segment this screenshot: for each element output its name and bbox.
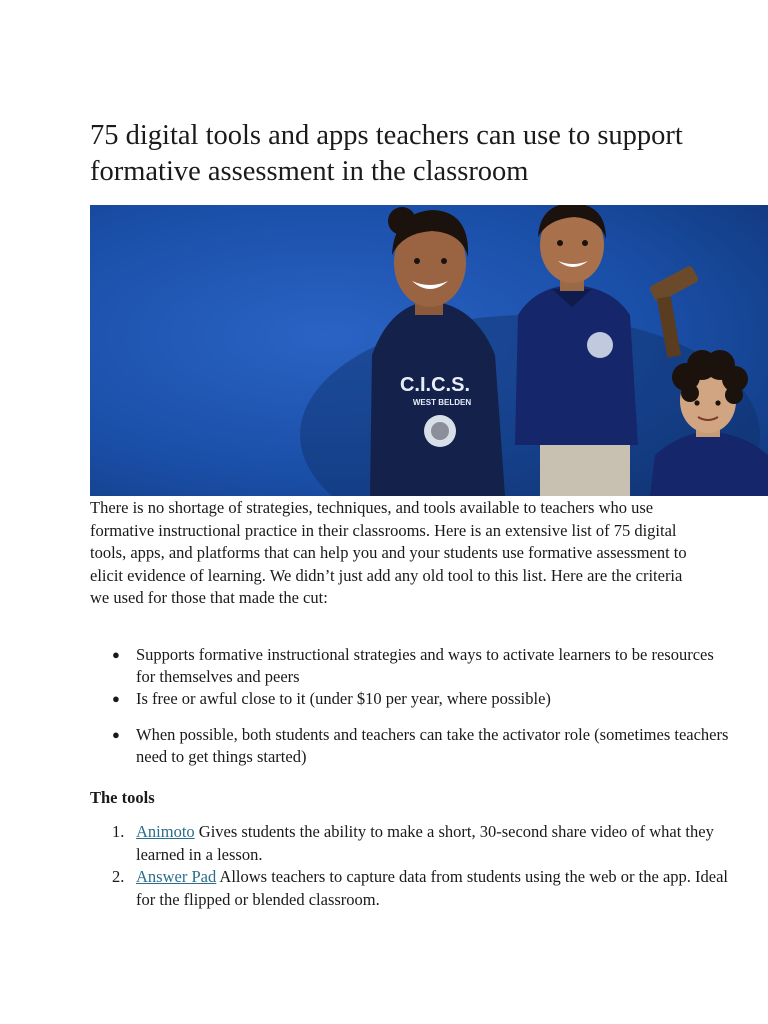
bullet-icon: ● <box>112 727 120 742</box>
criteria-list <box>90 644 730 768</box>
shirt-print-subtext: WEST BELDEN <box>412 398 472 407</box>
tool-link-answer-pad[interactable]: Answer Pad <box>136 867 217 886</box>
bullet-icon: ● <box>112 647 120 662</box>
list-number: 2. <box>112 867 125 886</box>
section-heading-tools: The tools <box>90 788 155 807</box>
intro-paragraph: There is no shortage of strategies, techniques, and tools available to teachers who use formative instructional practice in their classrooms. Here is an extensive list of 75 digital tools, apps, and platforms that can help you and your students use formative assessment to elicit evidence of learning. We didn’t just add any old tool to this list. Here are the criteria we used for those that made the cut: <box>90 498 687 607</box>
list-number: 1. <box>112 822 125 841</box>
tool-description: Gives students the ability to make a short, 30-second share video of what they learned in a lesson. <box>136 822 714 864</box>
list-item <box>90 724 730 768</box>
bullet-icon: ● <box>112 691 120 706</box>
tool-link-animoto[interactable]: Animoto <box>136 822 195 841</box>
criteria-text: Is free or awful close to it (under $10 per year, where possible) <box>136 689 551 708</box>
shirt-print-text: C.I.C.S. <box>399 374 471 396</box>
list-item <box>90 688 730 710</box>
tool-description: Allows teachers to capture data from students using the web or the app. Ideal for the flipped or blended classroom. <box>136 867 729 909</box>
students-photo-illustration <box>90 205 768 496</box>
article-photo <box>90 205 768 496</box>
list-item <box>90 821 730 866</box>
criteria-text: When possible, both students and teachers can take the activator role (sometimes teachers need to get things started) <box>136 725 729 766</box>
list-item <box>90 644 730 688</box>
tools-list <box>90 821 730 911</box>
article-title: 75 digital tools and apps teachers can use to support formative assessment in the classroom <box>90 120 683 187</box>
criteria-text: Supports formative instructional strategies and ways to activate learners to be resources for themselves and peers <box>136 645 714 686</box>
list-item <box>90 866 730 911</box>
